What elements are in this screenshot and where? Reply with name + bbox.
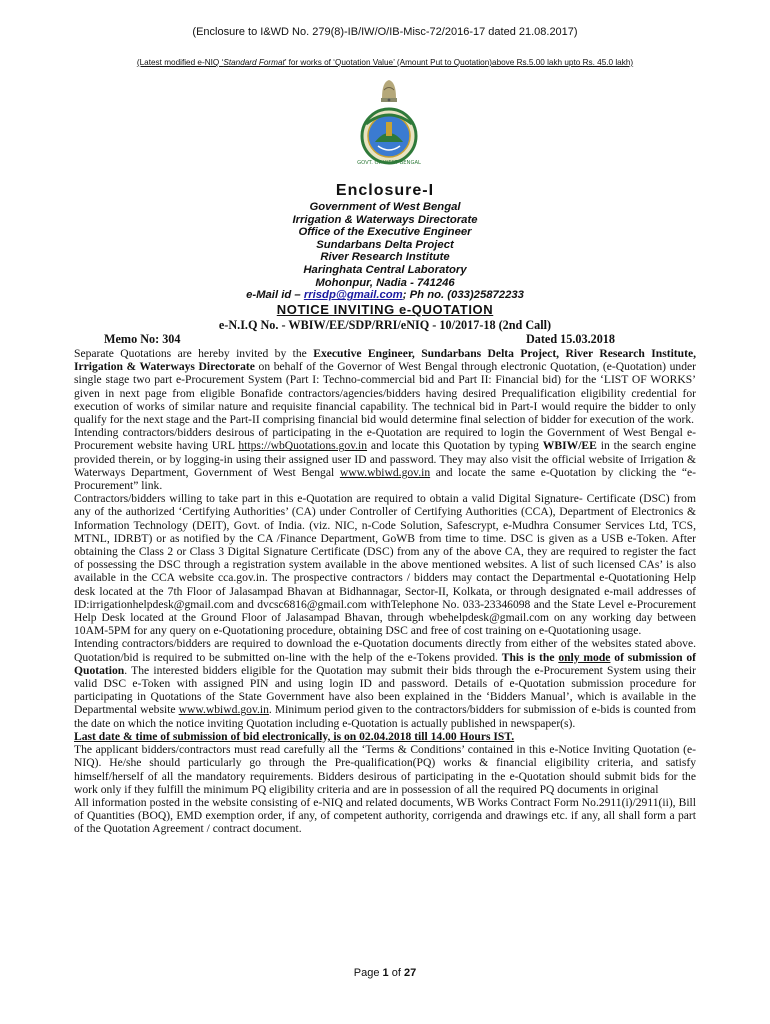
paragraph-dsc: Contractors/bidders willing to take part in this e-Quotation are required to obtain a valid Digital Signature- Certificate (DSC) from any of the authorized ‘Certifying Authorities’ (CA) under Controller of Certifying Authorities (CCA), Department of Electronics & Information Technology (DEIT), Govt. of India. (viz. NIC, n-Code Solution, Safescrypt, e-Mudhra Consumer Services Ltd, TCS, MTNL, IDRBT) or as notified by the CA /Finance Department, GoWB from time to time. DSC is given as a USB e-Token. After obtaining the Class 2 or Class 3 Digital Signature Certificate (DSC) from any of the above CA, they are required to register the fact of possessing the DSC through a registration system available in the above mentioned websites. A list of such licensed CAs’ is also available in the CCA website cca.gov.in. The prospective contractors / bidders may contact the Departmental e-Quotationing Help desk located at the 7th Floor of Jalasampad Bhavan at Bidhannagar, Sector-II, Kolkata, or through designated e-mail addresses of ID:irrigationhelpdesk@gmail.com and dvcsc6816@gmail.com withTelephone No. 033-23346098 and the State Level e-Procurement Help Desk located at the Ground Floor of Jalasampad Bhavan, through wbehelpdesk@gmail.com on any working day between 10AM-5PM for any query on e-Quotationing procedure, obtaining DSC and free of cost training on e-Quotationing usage.: [74, 492, 696, 638]
enclosure-title: Enclosure-I: [335, 182, 435, 199]
office-line-office: Office of the Executive Engineer: [298, 226, 472, 239]
paragraph-login: Intending contractors/bidders desirous of participating in the e-Quotation are required to login the Government of West Bengal e-Procurement website having URL https://wbQuotations.gov.in and locate this Quotation by typing WBIW/EE in the search engine provided therein, or by logging-in using their assigned user ID and password. They may also visit the official website of Irrigation & Waterways Department, Government of West Bengal www.wbiwd.gov.in and locate the same e-Quotation by clicking the “e-Procurement” link.: [74, 426, 696, 493]
notice-body: [74, 347, 696, 836]
notice-title: NOTICE INVITING e-QUOTATION: [276, 302, 494, 317]
wbquotations-link[interactable]: https://wbQuotations.gov.in: [238, 439, 368, 453]
memo-number: Memo No: 304: [104, 332, 181, 346]
wbiwd-manual-link[interactable]: www.wbiwd.gov.in: [178, 703, 269, 717]
office-line-government: Government of West Bengal: [309, 201, 461, 213]
office-contact-line: e-Mail id – rrisdp@gmail.com; Ph no. (033)25872233: [246, 289, 524, 302]
office-line-laboratory: Haringhata Central Laboratory: [303, 263, 467, 276]
paragraph-download: Intending contractors/bidders are required to download the e-Quotation documents directly from either of the websites stated above. Quotation/bid is required to be submitted on-line with the help of the e-Tokens provided. This is the only mode of submission of Quotation. The interested bidders eligible for the Quotation may submit their bids through the e-Procurement System using their valid DSC e-Token with assigned PIN and using login ID and password. Details of e-Quotation submission procedure for participating in Quotations of the State Government have also been explained in the ‘Bidders Manual’, which is available in the Departmental website www.wbiwd.gov.in. Minimum period given to the contractors/bidders for submission of e-bids is counted from the date on which the notice inviting Quotation including e-Quotation is actually published in newspaper(s).: [74, 637, 696, 730]
memo-date: Dated 15.03.2018: [525, 332, 615, 346]
office-line-location: Mohonpur, Nadia - 741246: [315, 276, 455, 289]
paragraph-last-date: Last date & time of submission of bid electronically, is on 02.04.2018 till 14.00 Hours IST.: [74, 729, 515, 743]
office-line-directorate: Irrigation & Waterways Directorate: [292, 213, 478, 226]
office-email-link[interactable]: rrisdp@gmail.com: [303, 289, 403, 302]
office-line-institute: River Research Institute: [320, 251, 450, 264]
enclosure-reference: (Enclosure to I&WD No. 279(8)-IB/IW/O/IB-Misc-72/2016-17 dated 21.08.2017): [192, 26, 578, 38]
paragraph-information: All information posted in the website consisting of e-NIQ and related documents, WB Works Contract Form No.2911(i)/2911(ii), Bill of Quantities (BOQ), EMD exemption order, if any, of competent authority, corrigenda and drawings etc. if any, all shall form a part of the Quotation Agreement / contract document.: [74, 795, 696, 836]
paragraph-invitation: Separate Quotations are hereby invited by the Executive Engineer, Sundarbans Delta Project, River Research Institute, Irrigation & Waterways Directorate on behalf of the Governor of West Bengal through electronic Quotation, (e-Quotation) under single stage two part e-Procurement System (Part I: Techno-commercial bid and Part II: Financial bid) for the ‘LIST OF WORKS’ given in next page from eligible Bonafide contractors/agencies/bidders having desired Prequalification eligibility credential for execution of works of similar nature and requisite financial capability. The technical bid in Part-I would require the bidder to only qualify for the next stage and the Part-II comprising financial bid would determine final selection of bidder for execution of the work.: [74, 347, 697, 427]
office-line-project: Sundarbans Delta Project: [316, 238, 454, 251]
eniq-number: e-N.I.Q No. - WBIW/EE/SDP/RRI/eNIQ - 10/2017-18 (2nd Call): [218, 318, 552, 332]
page-number: Page 1 of 27: [353, 967, 417, 979]
west-bengal-emblem-icon: [352, 76, 426, 168]
paragraph-terms: The applicant bidders/contractors must read carefully all the ‘Terms & Conditions’ contained in this e-Notice Inviting Quotation (e-NIQ). He/she should particularly go through the Pre-qualification(PQ) works & financial eligibility criteria, and satisfy himself/herself of all the mandatory requirements. Bidders desirous of participating in the e-Quotation should submit bids for the work only if they fulfill the minimum PQ eligibility criteria and are in possession of all the required PQ documents in original: [74, 743, 696, 796]
ashoka-lions-icon: [381, 80, 397, 102]
emblem-arc-text: GOVT. OF WEST BENGAL: [357, 160, 421, 166]
latest-modified-note: (Latest modified e-NIQ ‘Standard Format’ for works of ‘Quotation Value’ (Amount Put to Quotation)above Rs.5.00 lakh upto Rs. 45.0 lakh): [136, 58, 634, 67]
office-address-block: [0, 201, 770, 302]
wbiwd-link[interactable]: www.wbiwd.gov.in: [339, 465, 431, 479]
